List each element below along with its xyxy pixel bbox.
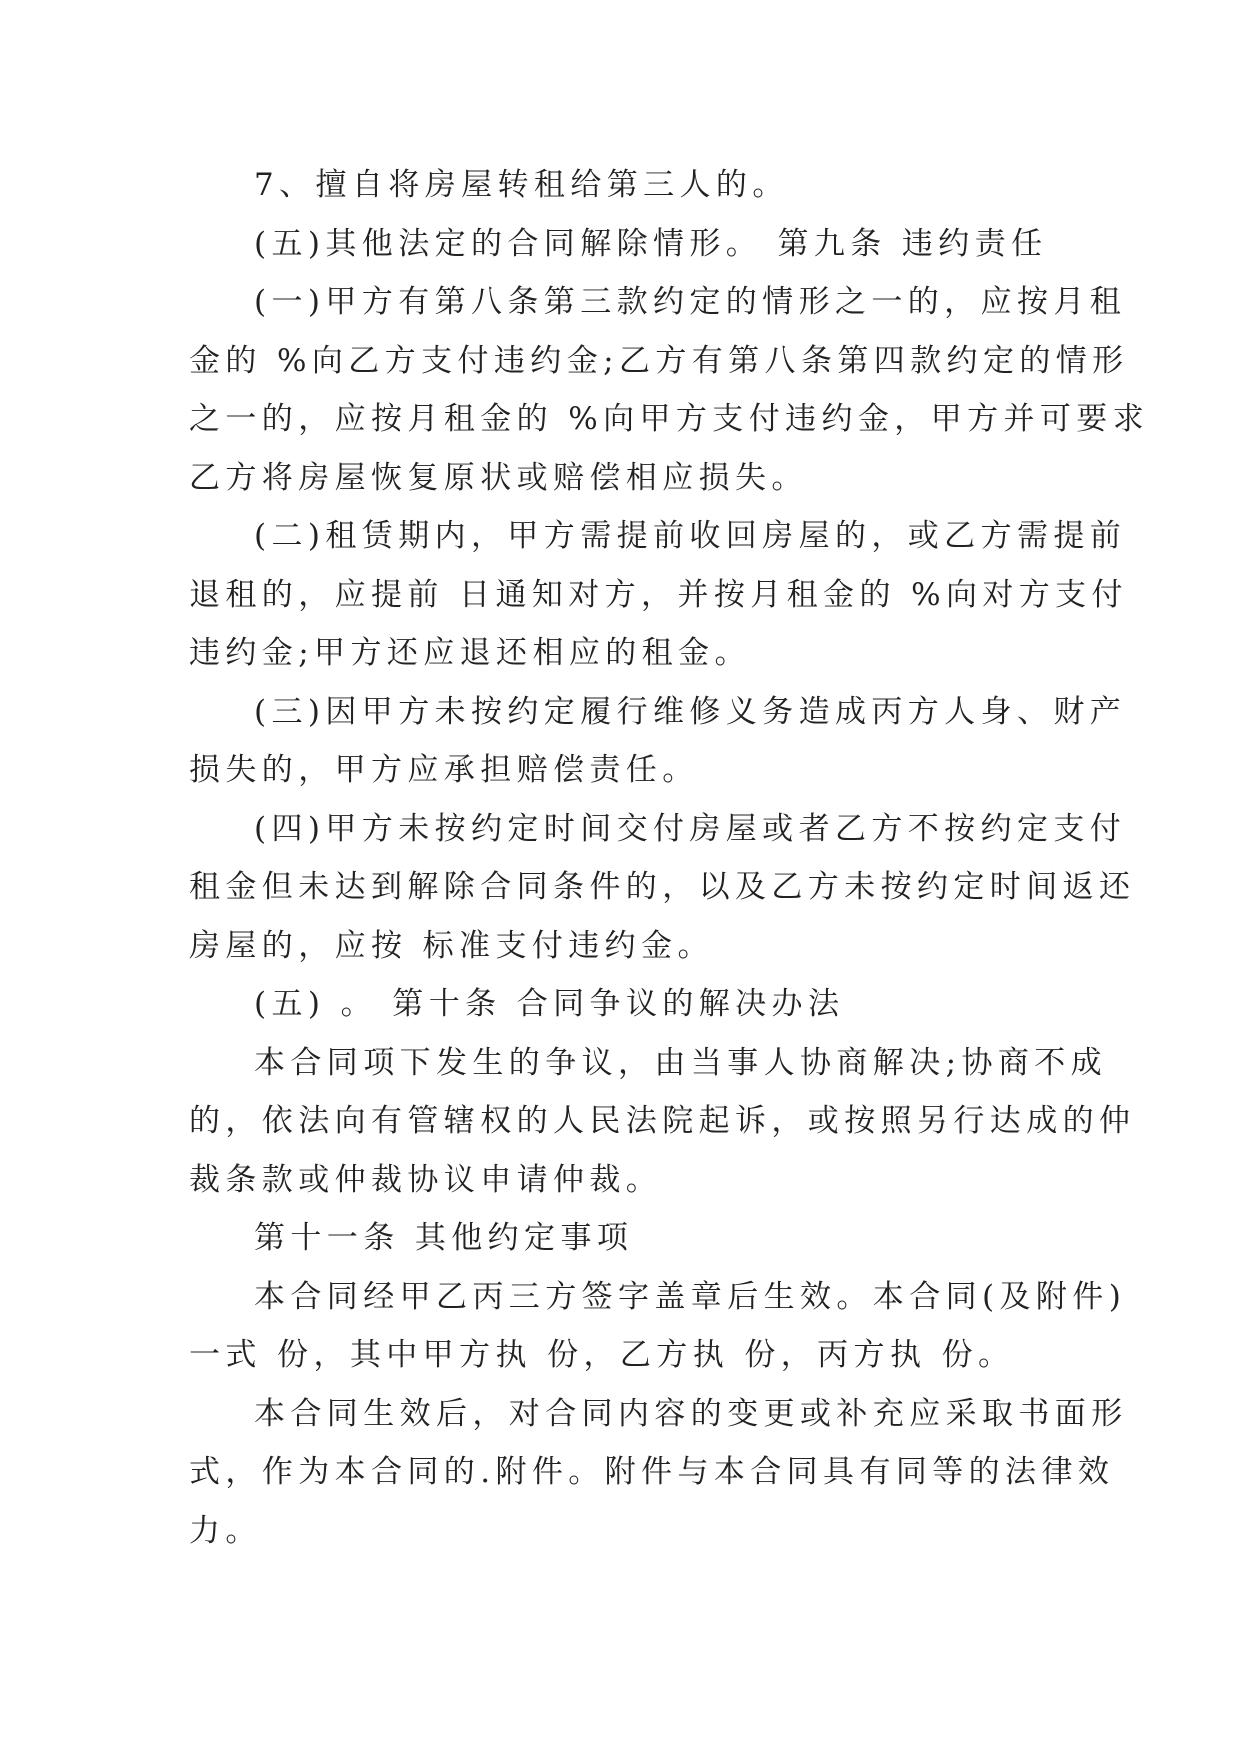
text-line: (二)租赁期内，甲方需提前收回房屋的，或乙方需提前 xyxy=(254,518,1127,554)
article-11-heading xyxy=(189,1209,1053,1268)
paragraph-liability-5-article-10 xyxy=(189,975,1053,1034)
text-line: 金的 %向乙方支付违约金;乙方有第八条第四款约定的情形 xyxy=(189,342,1129,379)
paragraph-liability-4 xyxy=(189,800,1136,976)
text-line: (四)甲方未按约定时间交付房屋或者乙方不按约定支付 xyxy=(254,810,1127,847)
paragraph-amendments xyxy=(189,1385,1128,1561)
text-line: 损失的，甲方应承担赔偿责任。 xyxy=(189,752,699,788)
paragraph-liability-1 xyxy=(189,273,1150,507)
text-line: 7、擅自将房屋转租给第三人的。 xyxy=(254,167,789,203)
text-line: 乙方将房屋恢复原状或赔偿相应损失。 xyxy=(189,459,808,496)
text-line: 式，作为本合同的.附件。附件与本合同具有同等的法律效 xyxy=(189,1454,1115,1490)
text-line: 违约金;甲方还应退还相应的租金。 xyxy=(189,635,751,671)
text-line: 第十一条 其他约定事项 xyxy=(254,1220,634,1256)
text-line: 之一的，应按月租金的 %向甲方支付违约金，甲方并可要求 xyxy=(189,401,1150,437)
paragraph-liability-3 xyxy=(189,683,1127,800)
document-body xyxy=(189,156,1150,1560)
text-line: 的，依法向有管辖权的人民法院起诉，或按照另行达成的仲 xyxy=(189,1103,1136,1139)
paragraph-effectiveness xyxy=(189,1268,1127,1385)
text-line: 本合同项下发生的争议，由当事人协商解决;协商不成 xyxy=(254,1044,1108,1081)
text-line: 租金但未达到解除合同条件的，以及乙方未按约定时间返还 xyxy=(189,869,1136,905)
text-line: 退租的，应提前 日通知对方，并按月租金的 %向对方支付 xyxy=(189,576,1128,613)
text-line: (五)其他法定的合同解除情形。 第九条 违约责任 xyxy=(254,225,1048,262)
text-line: 房屋的，应按 标准支付违约金。 xyxy=(189,927,714,964)
paragraph-other-termination-article-9 xyxy=(189,215,1053,274)
text-line: 本合同经甲乙丙三方签字盖章后生效。本合同(及附件) xyxy=(254,1278,1127,1315)
text-line: (一)甲方有第八条第三款约定的情形之一的，应按月租 xyxy=(254,284,1127,320)
paragraph-item-7 xyxy=(189,156,1053,215)
text-line: 裁条款或仲裁协议申请仲裁。 xyxy=(189,1161,663,1198)
text-line: 本合同生效后，对合同内容的变更或补充应采取书面形 xyxy=(254,1395,1128,1432)
paragraph-dispute-resolution xyxy=(189,1034,1136,1210)
paragraph-liability-2 xyxy=(189,507,1128,683)
text-line: (五) 。 第十条 合同争议的解决办法 xyxy=(254,986,845,1022)
text-line: 力。 xyxy=(189,1512,262,1549)
text-line: 一式 份，其中甲方执 份，乙方执 份，丙方执 份。 xyxy=(189,1337,1015,1373)
text-line: (三)因甲方未按约定履行维修义务造成丙方人身、财产 xyxy=(254,693,1127,730)
